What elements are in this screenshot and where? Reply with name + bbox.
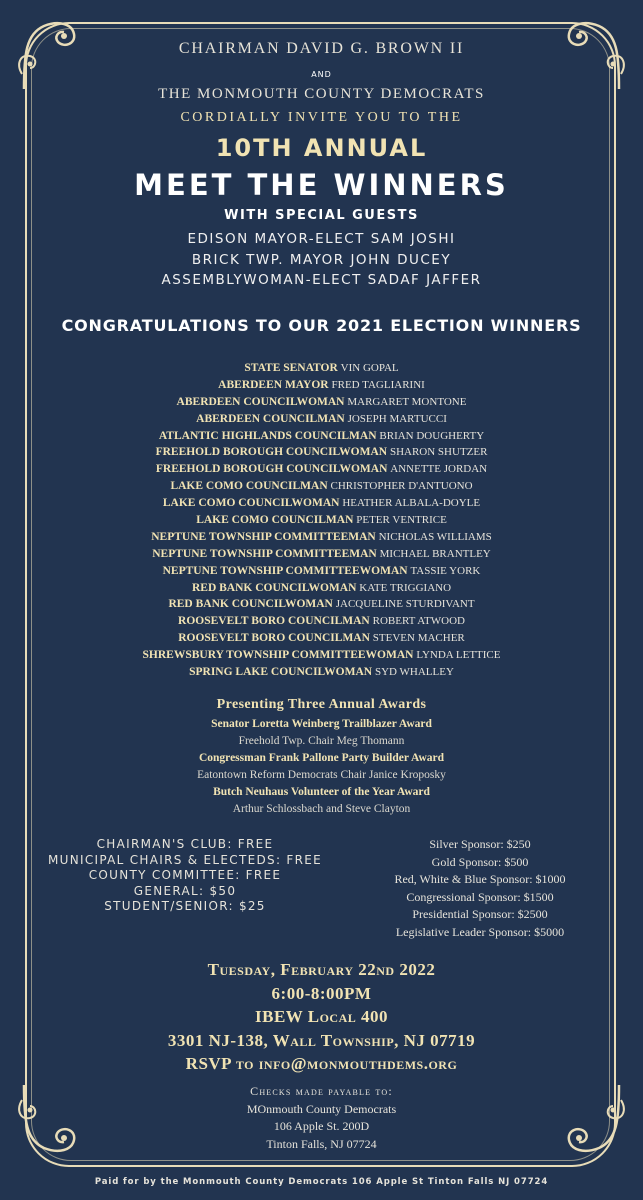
event-venue: IBEW Local 400 — [255, 1007, 388, 1026]
special-guest: BRICK TWP. MAYOR JOHN DUCEY — [191, 252, 452, 268]
winner-office: ABERDEEN COUNCILWOMAN — [176, 395, 345, 408]
winner-name: ROBERT ATWOOD — [372, 615, 465, 628]
invite-line: CORDIALLY INVITE YOU TO THE — [180, 110, 463, 125]
special-guest: EDISON MAYOR-ELECT SAM JOSHI — [187, 231, 456, 247]
winner-row — [0, 394, 643, 411]
ticket-price-item: MUNICIPAL CHAIRS & ELECTEDS: FREE — [48, 852, 322, 867]
award-name: Butch Neuhaus Volunteer of the Year Award — [213, 786, 430, 798]
rsvp-line: RSVP to info@monmouthdems.org — [185, 1054, 458, 1073]
host-line-party: THE MONMOUTH COUNTY DEMOCRATS — [158, 86, 485, 102]
event-address: 3301 NJ-138, Wall Township, NJ 07719 — [167, 1030, 476, 1050]
ticket-price-item: GENERAL: $50 — [133, 883, 237, 898]
winner-row — [0, 613, 643, 630]
winner-row — [0, 647, 643, 664]
winner-name: LYNDA LETTICE — [416, 649, 501, 662]
checks-street: 106 Apple St. 200D — [273, 1119, 370, 1133]
awards-heading: Presenting Three Annual Awards — [216, 697, 427, 712]
ticket-price-item: CHAIRMAN'S CLUB: FREE — [96, 837, 274, 851]
special-guests-label: WITH SPECIAL GUESTS — [224, 208, 419, 223]
awards-list — [0, 716, 643, 818]
sponsor-levels — [345, 836, 615, 941]
award-recipient: Eatontown Reform Democrats Chair Janice Kroposky — [197, 769, 446, 781]
winner-name: CHRISTOPHER D'ANTUONO — [330, 480, 473, 493]
winner-name: BRIAN DOUGHERTY — [379, 429, 485, 442]
winner-name: HEATHER ALBALA-DOYLE — [342, 497, 481, 510]
winner-office: LAKE COMO COUNCILWOMAN — [162, 497, 340, 510]
winner-office: NEPTUNE TOWNSHIP COMMITTEEMAN — [152, 547, 377, 560]
winner-name: SYD WHALLEY — [374, 666, 454, 679]
event-details — [0, 958, 643, 1076]
event-time: 6:00-8:00PM — [271, 983, 372, 1003]
special-guest: ASSEMBLYWOMAN-ELECT SADAF JAFFER — [161, 272, 482, 288]
award-recipient: Arthur Schlossbach and Steve Clayton — [232, 803, 411, 815]
award-recipient: Freehold Twp. Chair Meg Thomann — [238, 735, 405, 747]
event-date: Tuesday, February 22nd 2022 — [207, 960, 436, 979]
winner-row — [0, 529, 643, 546]
winner-name: JOSEPH MARTUCCI — [347, 412, 447, 425]
winner-row — [0, 495, 643, 512]
annual-heading: 10TH ANNUAL — [215, 134, 428, 162]
winner-office: FREEHOLD BOROUGH COUNCILWOMAN — [155, 446, 388, 459]
winner-name: JACQUELINE STURDIVANT — [335, 598, 475, 611]
winner-row — [0, 461, 643, 478]
winner-office: NEPTUNE TOWNSHIP COMMITTEEWOMAN — [162, 564, 408, 577]
winner-row — [0, 478, 643, 495]
award-name: Congressman Frank Pallone Party Builder Award — [198, 752, 445, 764]
sponsor-level-item: Silver Sponsor: $250 — [429, 837, 531, 851]
sponsor-level-item: Presidential Sponsor: $2500 — [412, 907, 548, 921]
ticket-price-item: STUDENT/SENIOR: $25 — [104, 899, 266, 913]
winner-row — [0, 428, 643, 445]
winner-office: ROOSEVELT BORO COUNCILMAN — [178, 632, 370, 645]
paid-for-disclaimer: Paid for by the Monmouth County Democrats 106 Apple St Tinton Falls NJ 07724 — [94, 1177, 549, 1187]
winner-name: TASSIE YORK — [410, 564, 481, 577]
winner-row — [0, 664, 643, 681]
winner-row — [0, 444, 643, 461]
winner-office: LAKE COMO COUNCILMAN — [170, 480, 328, 493]
winner-office: STATE SENATOR — [244, 362, 338, 374]
winner-office: RED BANK COUNCILWOMAN — [168, 598, 333, 611]
winner-office: SPRING LAKE COUNCILWOMAN — [189, 666, 373, 679]
winner-name: FRED TAGLIARINI — [331, 378, 425, 391]
winner-office: RED BANK COUNCILWOMAN — [191, 581, 357, 594]
winner-row — [0, 377, 643, 394]
checks-payable-block — [0, 1083, 643, 1153]
sponsor-level-item: Red, White & Blue Sponsor: $1000 — [394, 872, 566, 886]
winner-row — [0, 512, 643, 529]
ticket-price-item: COUNTY COMMITTEE: FREE — [88, 868, 282, 882]
winners-list — [0, 360, 643, 681]
winner-office: ROOSEVELT BORO COUNCILMAN — [178, 615, 370, 628]
and-connector: AND — [311, 70, 332, 79]
winner-row — [0, 630, 643, 647]
winner-name: PETER VENTRICE — [356, 514, 447, 527]
winner-office: LAKE COMO COUNCILMAN — [196, 514, 354, 527]
winner-row — [0, 546, 643, 563]
winner-office: ABERDEEN COUNCILMAN — [196, 412, 345, 425]
winner-name: SHARON SHUTZER — [389, 446, 488, 459]
winner-row — [0, 580, 643, 597]
winner-name: NICHOLAS WILLIAMS — [378, 530, 492, 543]
award-name: Senator Loretta Weinberg Trailblazer Award — [211, 718, 432, 730]
checks-heading: Checks made payable to: — [250, 1084, 393, 1098]
winner-office: SHREWSBURY TOWNSHIP COMMITTEEWOMAN — [142, 649, 414, 662]
checks-city: Tinton Falls, NJ 07724 — [266, 1136, 377, 1151]
winner-name: KATE TRIGGIANO — [359, 581, 452, 594]
ticket-prices — [40, 837, 330, 915]
winner-office: ATLANTIC HIGHLANDS COUNCILMAN — [158, 429, 377, 442]
winner-name: VIN GOPAL — [340, 362, 399, 374]
event-title: MEET THE WINNERS — [134, 168, 509, 202]
host-line-chairman: CHAIRMAN DAVID G. BROWN II — [178, 40, 465, 57]
sponsor-level-item: Legislative Leader Sponsor: $5000 — [395, 924, 565, 939]
winner-office: ABERDEEN MAYOR — [218, 378, 329, 391]
winner-name: MICHAEL BRANTLEY — [379, 547, 491, 560]
congratulations-heading: CONGRATULATIONS TO OUR 2021 ELECTION WINNERS — [61, 316, 582, 335]
checks-payee: MOnmouth County Democrats — [246, 1101, 397, 1116]
winner-name: STEVEN MACHER — [372, 632, 465, 645]
winner-office: FREEHOLD BOROUGH COUNCILWOMAN — [155, 463, 388, 476]
winner-row — [0, 563, 643, 580]
winner-office: NEPTUNE TOWNSHIP COMMITTEEMAN — [151, 530, 376, 543]
winner-row — [0, 411, 643, 428]
winner-row — [0, 596, 643, 613]
sponsor-level-item: Congressional Sponsor: $1500 — [406, 889, 554, 904]
winner-row — [0, 360, 643, 377]
winner-name: MARGARET MONTONE — [347, 395, 467, 408]
winner-name: ANNETTE JORDAN — [390, 463, 488, 476]
sponsor-level-item: Gold Sponsor: $500 — [431, 854, 529, 869]
